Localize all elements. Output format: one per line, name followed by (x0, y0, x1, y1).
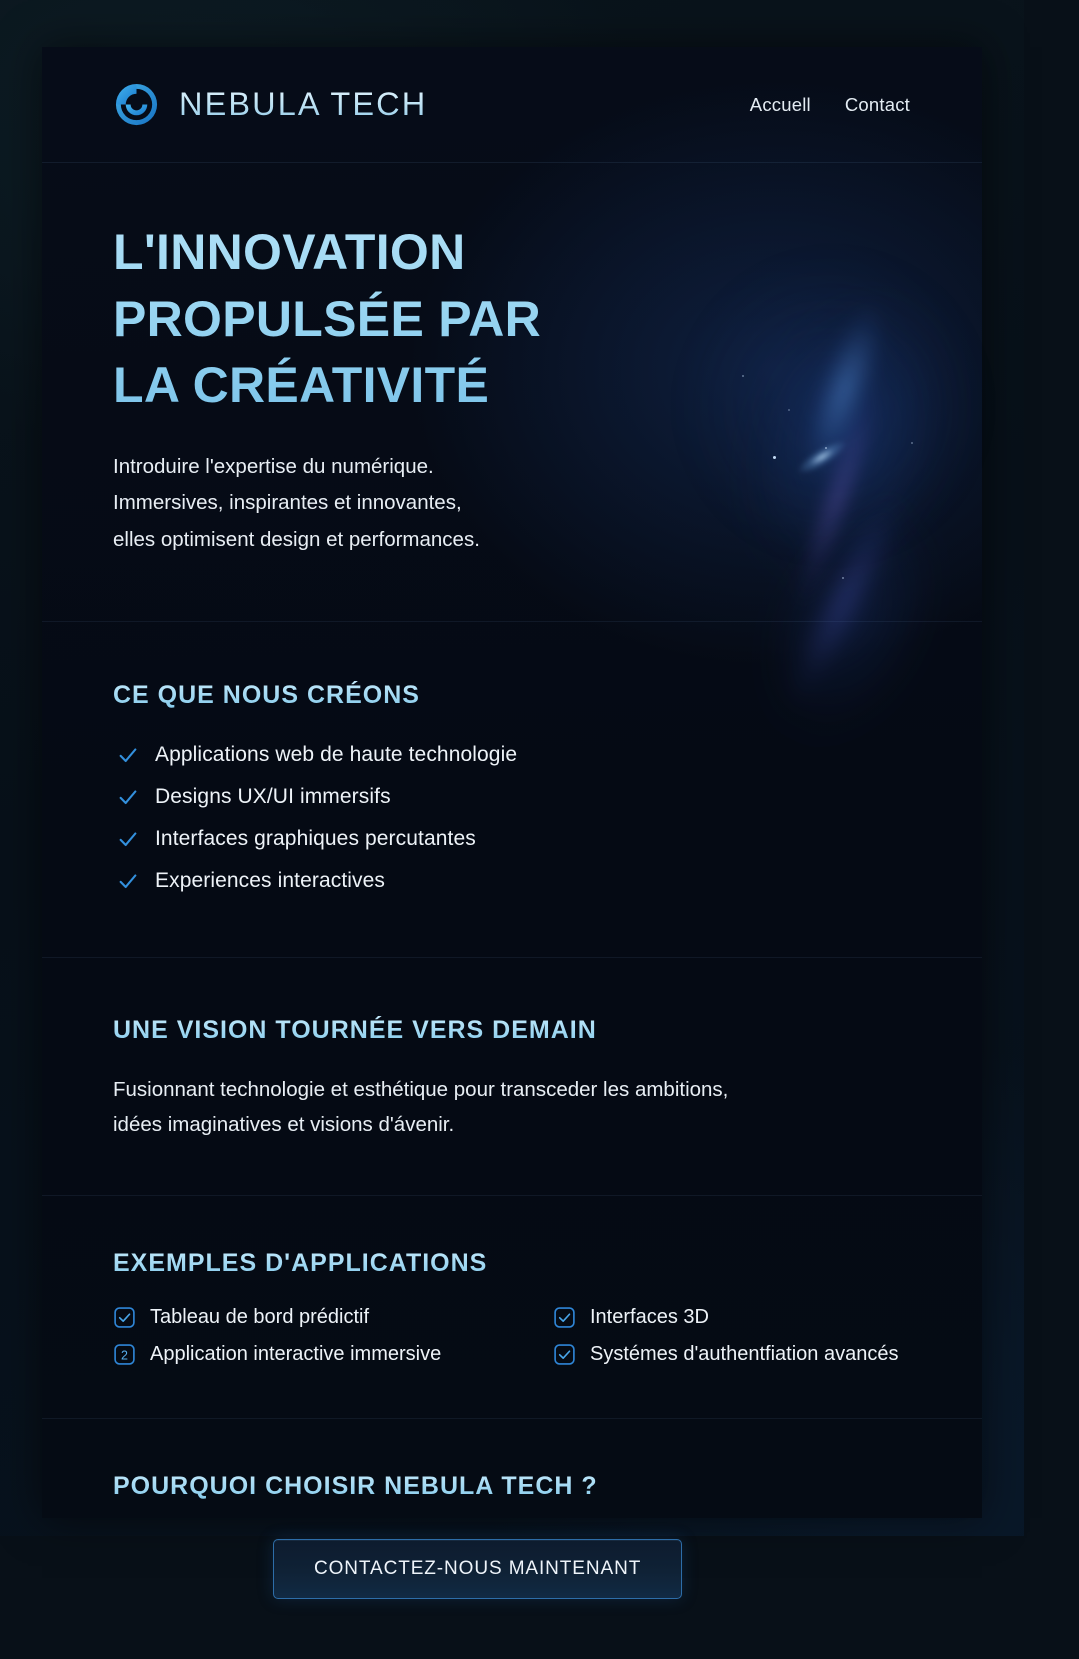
list-item-label: Tableau de bord prédictif (150, 1305, 370, 1328)
vision-title: UNE VISION TOURNÉE VERS DEMAIN (113, 1016, 910, 1045)
hero-subtitle-line: Introduire l'expertise du numérique. (113, 454, 434, 478)
main-nav (750, 94, 910, 116)
brand-logo[interactable] (113, 81, 427, 128)
check-icon (117, 870, 139, 892)
checkbox-checked-icon[interactable] (553, 1306, 576, 1329)
vision-body (113, 1045, 910, 1143)
checkbox-checked-icon[interactable] (113, 1306, 136, 1329)
list-item-label: Applications web de haute technologie (155, 742, 518, 766)
hero-title (113, 163, 910, 419)
cta-section (42, 1419, 982, 1659)
nav-item-contact[interactable]: Contact (844, 93, 910, 115)
vision-body-line: Fusionnant technologie et esthétique pour transceder les ambitions, (113, 1077, 729, 1101)
list-item (113, 734, 910, 776)
nebula-swirl-icon (113, 81, 160, 128)
checkbox-checked-icon[interactable] (553, 1343, 576, 1366)
services-title: CE QUE NOUS CRÉONS (113, 681, 910, 710)
site-header (42, 47, 982, 163)
brand-name: NEBULA TECH (179, 86, 428, 122)
nav-item-accueil[interactable]: Accuell (749, 93, 811, 115)
list-item (113, 776, 910, 818)
examples-grid (113, 1278, 910, 1366)
services-list (113, 710, 910, 902)
hero-title-line: PROPULSÉE PAR (113, 290, 542, 347)
list-item-label: Interfaces 3D (590, 1305, 709, 1328)
list-item-label: Designs UX/UI immersifs (155, 784, 391, 808)
cta-title: POURQUOI CHOISIR NEBULA TECH ? (113, 1472, 910, 1501)
hero-subtitle-line: Immersives, inspirantes et innovantes, (113, 491, 462, 515)
vision-body-line: idées imaginatives et visions d'ávenir. (113, 1113, 455, 1137)
list-item-label: Interfaces graphiques percutantes (155, 826, 476, 850)
list-item-label: Systémes d'authentfiation avancés (590, 1342, 899, 1365)
checkbox-numbered-icon[interactable] (113, 1343, 136, 1366)
hero-title-line: LA CRÉATIVITÉ (113, 357, 490, 413)
page-card (42, 47, 982, 1579)
list-item[interactable] (113, 1306, 553, 1329)
list-item[interactable] (113, 1343, 553, 1366)
hero-section (42, 163, 982, 622)
examples-title: EXEMPLES D'APPLICATIONS (113, 1249, 910, 1278)
cta-button-wrap (113, 1501, 910, 1599)
check-icon (117, 786, 139, 808)
check-icon (117, 828, 139, 850)
contact-us-button[interactable]: CONTACTEZ-NOUS MAINTENANT (273, 1539, 682, 1599)
list-item[interactable] (553, 1343, 910, 1366)
list-item-label: Experiences interactives (155, 868, 386, 892)
check-icon (117, 744, 139, 766)
list-item (113, 818, 910, 860)
list-item-label: Application interactive immersive (150, 1342, 442, 1365)
examples-section (42, 1196, 982, 1419)
services-section (42, 622, 982, 958)
list-item[interactable] (553, 1306, 910, 1329)
hero-subtitle-line: elles optimisent design et performances. (113, 527, 480, 551)
hero-subtitle (113, 419, 910, 621)
checkbox-glyph-label: 2 (121, 1348, 128, 1363)
hero-title-line: L'INNOVATION (113, 224, 466, 280)
vision-section (42, 958, 982, 1196)
list-item (113, 860, 910, 902)
